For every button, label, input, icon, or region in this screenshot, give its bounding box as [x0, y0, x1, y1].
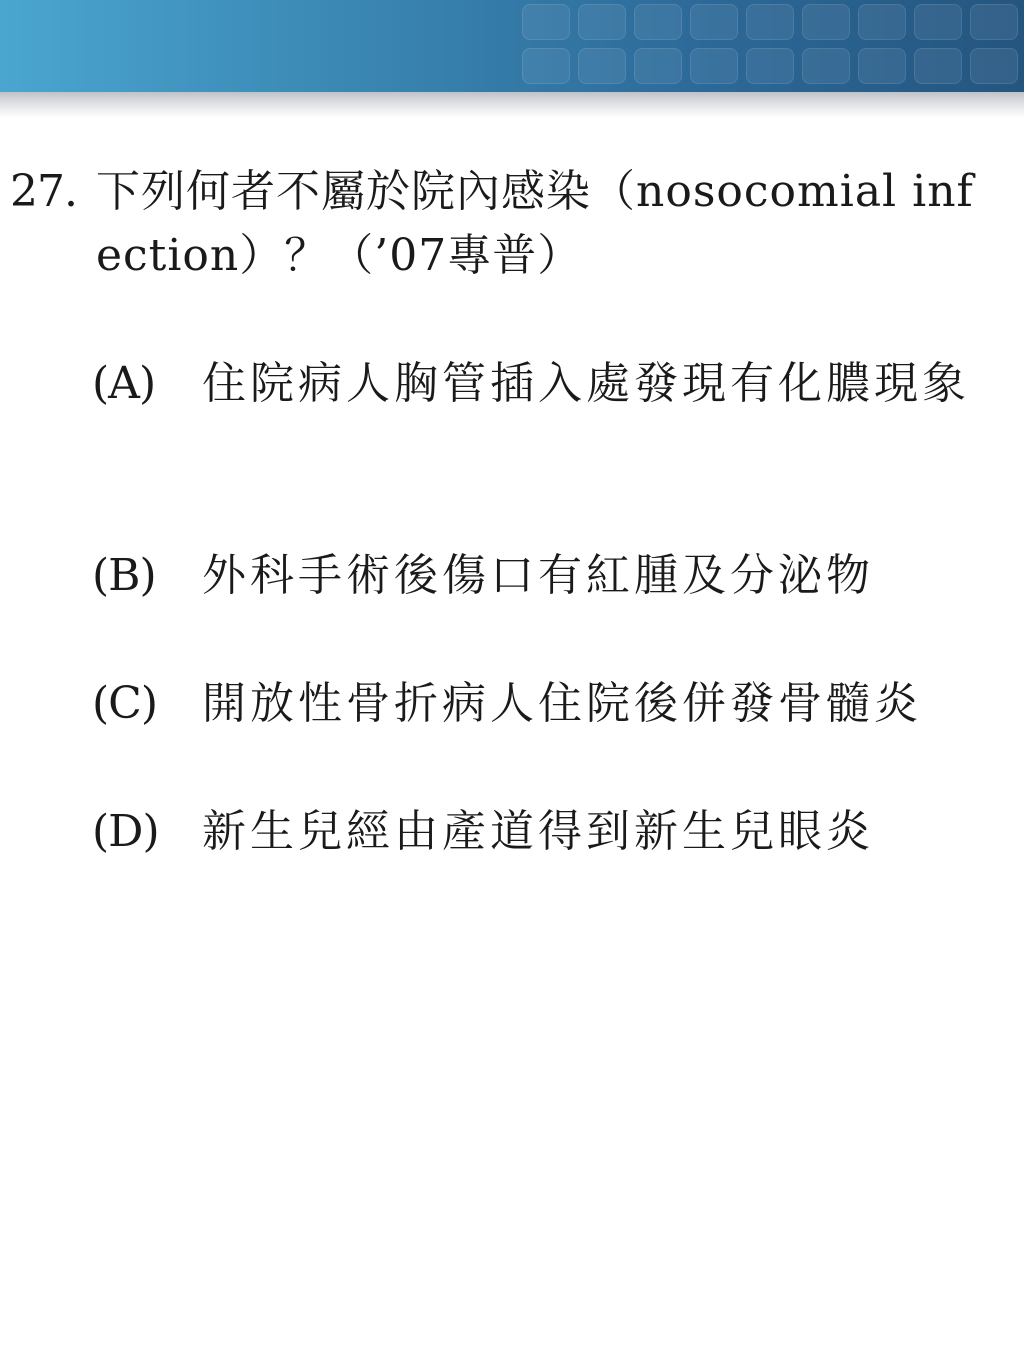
- option-d[interactable]: [92, 800, 1002, 864]
- option-a[interactable]: [92, 352, 1002, 416]
- question-number: 27.: [10, 166, 77, 217]
- header-shadow-divider: [0, 92, 1024, 118]
- option-label: (B): [92, 550, 156, 601]
- question-text: 下列何者不屬於院內感染（nosocomial infection）？（’07專普）: [96, 166, 974, 281]
- header-banner: [0, 0, 1024, 92]
- option-c[interactable]: [92, 672, 1002, 736]
- option-text: 新生兒經由產道得到新生兒眼炎: [202, 806, 874, 857]
- option-b[interactable]: [92, 544, 1002, 608]
- option-text: 開放性骨折病人住院後併發骨髓炎: [202, 678, 922, 729]
- header-decorative-pattern: [504, 0, 1024, 92]
- question: [10, 160, 1010, 288]
- option-text: 外科手術後傷口有紅腫及分泌物: [202, 550, 874, 601]
- option-label: (C): [92, 678, 157, 729]
- option-label: (A): [92, 358, 156, 409]
- option-label: (D): [92, 806, 159, 857]
- option-text: 住院病人胸管插入處發現有化膿現象: [202, 358, 970, 409]
